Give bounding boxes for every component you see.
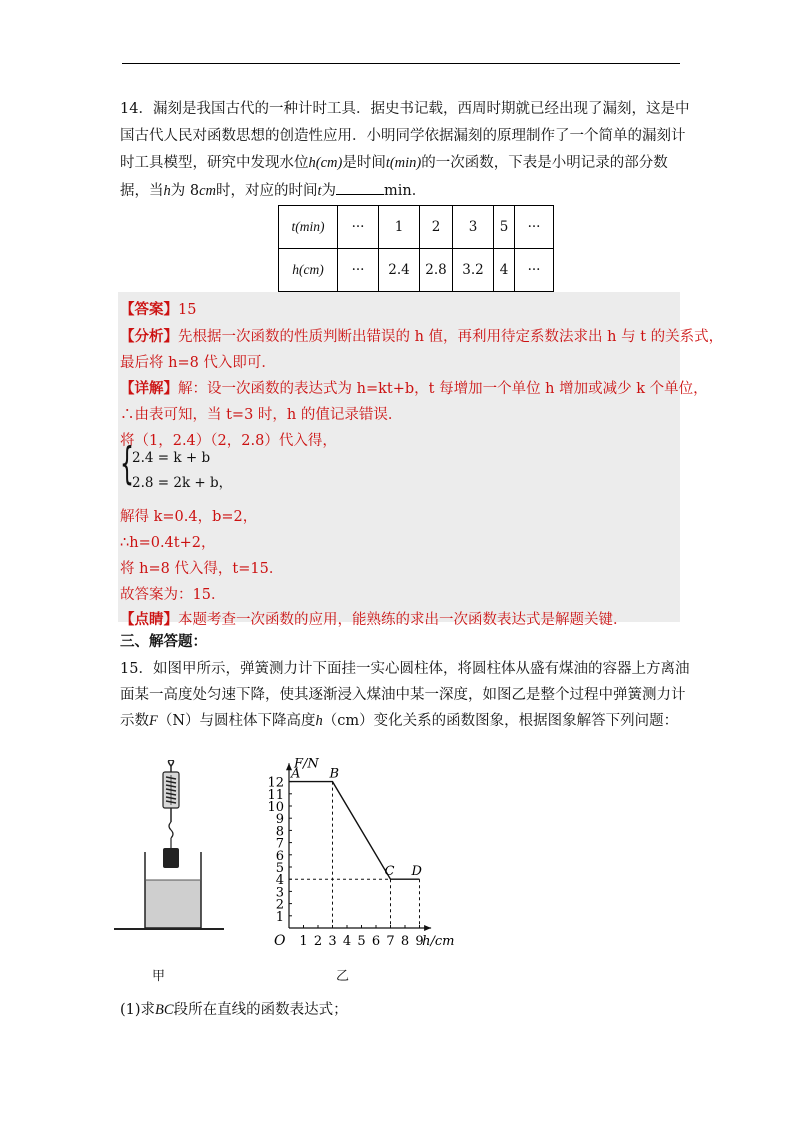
- equation-1: 2.4 = k + b: [132, 450, 211, 466]
- y-tick-label: 3: [275, 885, 284, 901]
- detail-line1: 【详解】解：设一次函数的表达式为 h=kt+b，t 每增加一个单位 h 增加或减少 k 个单位，: [120, 380, 708, 397]
- series-line-F-h: [289, 782, 420, 880]
- table-cell: t(min): [279, 206, 338, 249]
- x-tick-label: 1: [299, 934, 308, 949]
- q15-line1: 15．如图甲所示，弹簧测力计下面挂一实心圆柱体，将圆柱体从盛有煤油的容器上方离油: [120, 661, 690, 677]
- table-row: [279, 206, 554, 249]
- x-tick-label: 4: [342, 934, 352, 949]
- detail-line7: 故答案为：15．: [120, 587, 226, 603]
- y-tick-label: 7: [275, 836, 284, 852]
- detail-line5: ∴h=0.4t+2，: [120, 535, 216, 551]
- q15-line2: 面某一高度处匀速下降，使其逐渐浸入煤油中某一深度，如图乙是整个过程中弹簧测力计: [120, 687, 686, 703]
- table-cell: 4: [494, 249, 515, 292]
- y-tick-label: 5: [275, 861, 284, 876]
- point-label-D: D: [411, 864, 422, 880]
- detail-line6: 将 h=8 代入得，t=15．: [120, 561, 284, 577]
- section-heading: 三、解答题：: [120, 633, 207, 650]
- y-tick-label: 11: [267, 787, 284, 803]
- table-cell: ···: [338, 206, 379, 249]
- figure-jia-label: 甲: [152, 969, 166, 984]
- table-cell: 3: [453, 206, 494, 249]
- header-rule: [122, 63, 680, 64]
- origin-label: O: [274, 933, 286, 949]
- table-cell: 2: [420, 206, 453, 249]
- x-tick-label: 3: [328, 934, 337, 949]
- table-cell: ···: [338, 249, 379, 292]
- x-tick-label: 2: [313, 934, 323, 949]
- x-tick-label: 5: [357, 934, 366, 949]
- table-cell: h(cm): [279, 249, 338, 292]
- table-cell: 1: [379, 206, 420, 249]
- table-row: [279, 249, 554, 292]
- figure-jia-apparatus: [112, 760, 232, 935]
- detail-line2: ∴由表可知，当 t=3 时，h 的值记录错误．: [120, 407, 403, 423]
- x-tick-label: 9: [415, 934, 424, 949]
- y-tick-label: 6: [275, 848, 284, 864]
- y-tick-label: 4: [275, 873, 284, 889]
- q14-line2: 国古代人民对函数思想的创造性应用．小明同学依据漏刻的原理制作了一个简单的漏刻计: [120, 128, 686, 144]
- table-cell: ···: [515, 249, 554, 292]
- x-axis-label: h/cm: [422, 934, 455, 949]
- brace-symbol: {: [120, 438, 134, 489]
- y-tick-label: 12: [267, 775, 284, 791]
- lower-hook: [169, 822, 173, 838]
- q14-line1: 14．漏刻是我国古代的一种计时工具．据史书记载，西周时期就已经出现了漏刻，这是中: [120, 101, 690, 117]
- kerosene-liquid: [145, 880, 201, 928]
- comment-line: 【点睛】本题考查一次函数的应用，能熟练的求出一次函数表达式是解题关键．: [120, 611, 628, 628]
- q15-sub1: (1)求BC段所在直线的函数表达式；: [120, 1002, 348, 1018]
- table-cell: 2.8: [420, 249, 453, 292]
- point-label-A: A: [291, 766, 301, 782]
- figure-yi-graph: [262, 728, 482, 960]
- analysis-line2: 最后将 h=8 代入即可．: [120, 355, 276, 371]
- y-tick-label: 10: [267, 800, 284, 815]
- q14-line3: 时工具模型，研究中发现水位h(cm)是时间t(min)的一次函数，下表是小明记录的部分数: [120, 155, 668, 171]
- x-tick-label: 6: [371, 934, 381, 949]
- y-tick-label: 2: [275, 897, 284, 913]
- x-tick-label: 8: [400, 934, 410, 949]
- figure-yi-label: 乙: [336, 969, 350, 984]
- detail-line4: 解得 k=0.4，b=2，: [120, 509, 258, 525]
- equation-2: 2.8 = 2k + b，: [132, 475, 233, 491]
- table-cell: 3.2: [453, 249, 494, 292]
- data-table: [278, 205, 554, 292]
- y-axis-label: F/N: [294, 756, 319, 772]
- table-cell: ···: [515, 206, 554, 249]
- point-label-B: B: [329, 766, 340, 782]
- point-label-C: C: [384, 864, 395, 880]
- x-tick-label: 7: [386, 934, 395, 949]
- table-cell: 5: [494, 206, 515, 249]
- q14-line4: 据，当h为 8cm时，对应的时间t为 min．: [120, 179, 426, 200]
- detail-line3: 将（1，2.4）（2，2.8）代入得，: [120, 433, 337, 449]
- analysis-line1: 【分析】先根据一次函数的性质判断出错误的 h 值，再利用待定系数法求出 h 与 t 的关系式，: [120, 328, 724, 345]
- x-axis-arrow: [424, 925, 431, 931]
- top-hook: [169, 760, 174, 766]
- y-tick-label: 1: [275, 909, 284, 925]
- y-tick-label: 9: [275, 812, 284, 828]
- cylinder-icon: [163, 848, 179, 868]
- y-tick-label: 8: [275, 824, 284, 840]
- table-cell: 2.4: [379, 249, 420, 292]
- answer-line: 【答案】15: [120, 301, 197, 318]
- q15-line3: 示数F（N）与圆柱体下降高度h（cm）变化关系的函数图象，根据图象解答下列问题：: [120, 713, 679, 729]
- answer-blank: [336, 180, 384, 195]
